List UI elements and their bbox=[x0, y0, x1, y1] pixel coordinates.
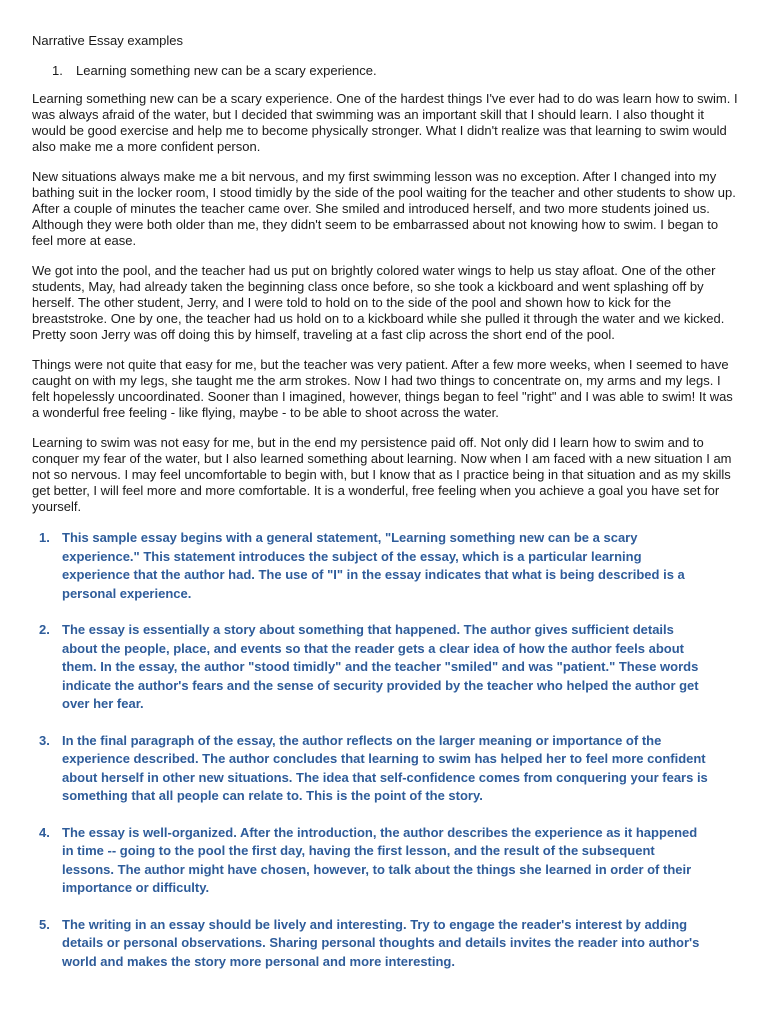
essay-body bbox=[32, 91, 738, 515]
list-number: 1. bbox=[52, 63, 63, 78]
essay-paragraph: Learning to swim was not easy for me, but in the end my persistence paid off. Not only did I learn how to swim and to conquer my fear of the water, but I also learned something about learning. Now when I am faced with a new situation I am not so nervous. I may feel uncomfortable to begin with, but I know that as I practice being in that situation and as my skills get better, I will feel more and more comfortable. It is a wonderful, free feeling when you achieve a goal you have set for yourself. bbox=[32, 435, 732, 514]
analysis-text: The essay is essentially a story about something that happened. The author gives sufficient details about the people, place, and events so that the reader gets a clear idea of how the author feels about them. In the essay, the author "stood timidly" and the teacher "smiled" and was "patient." These words indicate the author's fears and the sense of security provided by the teacher who helped the author get over her fear. bbox=[62, 622, 699, 711]
list-item-text: Learning something new can be a scary experience. bbox=[76, 63, 377, 78]
analysis-list bbox=[32, 529, 738, 971]
document-title: Narrative Essay examples bbox=[32, 33, 183, 48]
analysis-list-item bbox=[32, 824, 738, 898]
document-page bbox=[32, 32, 738, 989]
essay-paragraph: We got into the pool, and the teacher had us put on brightly colored water wings to help us stay afloat. One of the other students, May, had already taken the beginning class once before, so she took a kickboard and went splashing off by herself. The other student, Jerry, and I were told to hold on to the side of the pool and shown how to kick for the breaststroke. One by one, the teacher had us hold on to a kickboard while she pulled it through the water and we kicked. Pretty soon Jerry was off doing this by himself, traveling at a fast clip across the short end of the pool. bbox=[32, 263, 725, 342]
analysis-text: The writing in an essay should be lively and interesting. Try to engage the reader's interest by adding details or personal observations. Sharing personal thoughts and details invites the reader into author's world and makes the story more personal and more interesting. bbox=[62, 916, 700, 969]
list-number: 1. bbox=[39, 530, 50, 545]
analysis-list-item bbox=[32, 916, 738, 972]
intro-list-item bbox=[32, 62, 738, 79]
list-number: 3. bbox=[39, 732, 50, 748]
essay-paragraph: Learning something new can be a scary experience. One of the hardest things I've ever had to do was learn how to swim. I was always afraid of the water, but I decided that swimming was an important skill that I should learn. I also thought it would be good exercise and help me to become physically stronger. What I didn't realize was that learning to swim would also make me a more confident person. bbox=[32, 91, 738, 154]
analysis-text: This sample essay begins with a general statement, "Learning something new can be a scary experience." This statement introduces the subject of the essay, which is a particular learning experience that the author had. The use of "I" in the essay indicates that what is being described is a personal experience. bbox=[62, 530, 685, 601]
list-number: 5. bbox=[39, 916, 50, 932]
essay-paragraph: New situations always make me a bit nervous, and my first swimming lesson was no exception. After I changed into my bathing suit in the locker room, I stood timidly by the side of the pool waiting for the teacher and other students to show up. After a couple of minutes the teacher came over. She smiled and introduced herself, and two more students joined us. Although they were both older than me, they didn't seem to be embarrassed about not knowing how to swim. I began to feel more at ease. bbox=[32, 169, 736, 248]
analysis-text: The essay is well-organized. After the introduction, the author describes the experience as it happened in time -- going to the pool the first day, having the first lesson, and the result of the subsequent lessons. The author might have chosen, however, to talk about the things she learned in order of their importance or difficulty. bbox=[62, 824, 698, 895]
analysis-list-item bbox=[32, 732, 738, 806]
list-number: 2. bbox=[39, 622, 50, 637]
analysis-list-item bbox=[32, 529, 738, 603]
analysis-text: In the final paragraph of the essay, the author reflects on the larger meaning or importance of the experience described. The author concludes that learning to swim has helped her to feel more confident about herself in other new situations. The idea that self-confidence comes from conquering your fears is something that all people can relate to. This is the point of the story. bbox=[62, 732, 708, 803]
analysis-list-item bbox=[32, 621, 738, 714]
intro-list bbox=[32, 62, 738, 79]
list-number: 4. bbox=[39, 824, 50, 840]
essay-paragraph: Things were not quite that easy for me, but the teacher was very patient. After a few more weeks, when I seemed to have caught on with my legs, she taught me the arm strokes. Now I had two things to concentrate on, my arms and my legs. I felt hopelessly uncoordinated. Sooner than I imagined, however, things began to feel "right" and I was able to swim! It was a wonderful free feeling - like flying, maybe - to be able to shoot across the water. bbox=[32, 357, 733, 420]
